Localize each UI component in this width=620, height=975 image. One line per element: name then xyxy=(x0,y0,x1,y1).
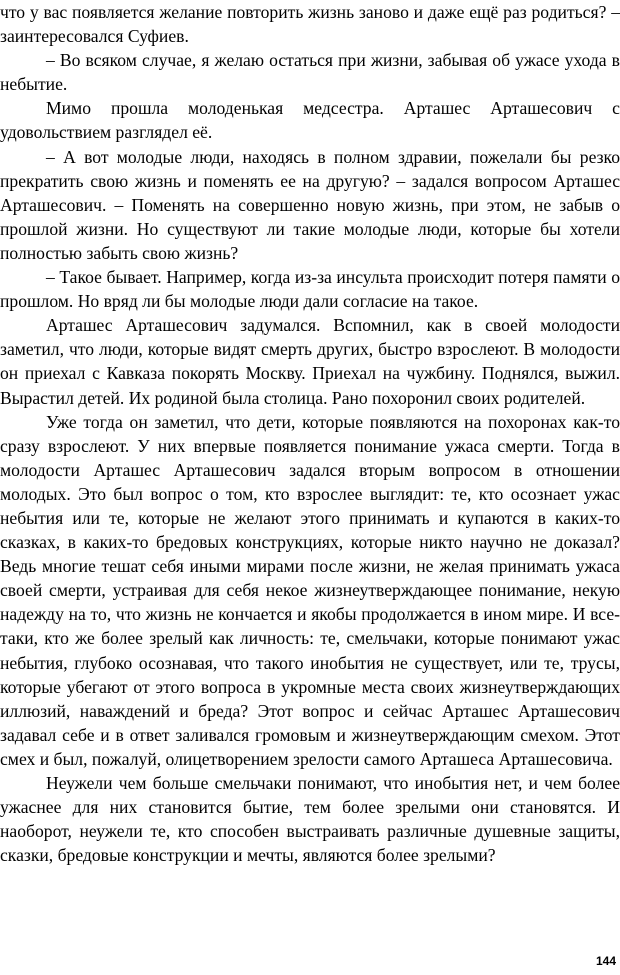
paragraph: – Во всяком случае, я желаю остаться при жизни, забывая об ужасе ухода в небытие. xyxy=(0,50,620,95)
paragraph: Мимо прошла молоденькая медсестра. Арташес Арташесович с удовольствием разглядел её. xyxy=(0,98,620,143)
paragraph: Арташес Арташесович задумался. Вспомнил, как в своей молодости заметил, что люди, которые видят смерть других, быстро взрослеют. В молодости он приехал с Кавказа покорять Москву. Приехал на чужбину. Поднялся, выжил. Вырастил детей. Их родиной была столица. Рано похоронил своих родителей. xyxy=(0,315,620,408)
paragraph: – А вот молодые люди, находясь в полном здравии, пожелали бы резко прекратить свою жизнь и поменять ее на другую? – задался вопросом Арташес Арташесович. – Поменять на совершенно новую жизнь, при этом, не забыв о прошлой жизни. Но существуют ли такие молодые люди, которые бы хотели полностью забыть свою жизнь? xyxy=(0,146,620,263)
paragraph: – Такое бывает. Например, когда из-за инсульта происходит потеря памяти о прошлом. Но вряд ли бы молодые люди дали согласие на такое. xyxy=(0,267,620,312)
paragraph-continued: что у вас появляется желание повторить жизнь заново и даже ещё раз родиться? – заинтересовался Суфиев. xyxy=(0,2,620,47)
paragraph: Неужели чем больше смельчаки понимают, что инобытия нет, и чем более ужаснее для них становится бытие, тем более зрелыми они становятся. И наоборот, неужели те, кто способен выстраивать различные душевные защиты, сказки, бредовые конструкции и мечты, являются более зрелыми? xyxy=(0,773,620,866)
paragraph: Уже тогда он заметил, что дети, которые появляются на похоронах как-то сразу взрослеют. У них впервые появляется понимание ужаса смерти. Тогда в молодости Арташес Арташесович задался вторым вопросом в отношении молодых. Это был вопрос о том, кто взрослее выглядит: те, кто осознает ужас небытия или те, которые не желают этого принимать и купаются в каких-то сказках, в каких-то бредовых конструкциях, которые никто научно не доказал? Ведь многие тешат себя иными мирами после жизни, не желая принимать ужаса своей смерти, устраивая для себя некое жизнеутверждающее понимание, некую надежду на то, что жизнь не кончается и якобы продолжается в ином мире. И все-таки, кто же более зрелый как личность: те, смельчаки, которые понимают ужас небытия, глубоко осознавая, что такого инобытия не существует, или те, трусы, которые убегают от этого вопроса в укромные места своих жизнеутверждающих иллюзий, наваждений и бреда? Этот вопрос и сейчас Арташес Арташесович задавал себе и в ответ заливался громовым и жизнеутверждающим смехом. Этот смех и был, пожалуй, олицетворением зрелости самого Арташеса Арташесовича. xyxy=(0,411,620,769)
page-number: 144 xyxy=(595,954,616,968)
